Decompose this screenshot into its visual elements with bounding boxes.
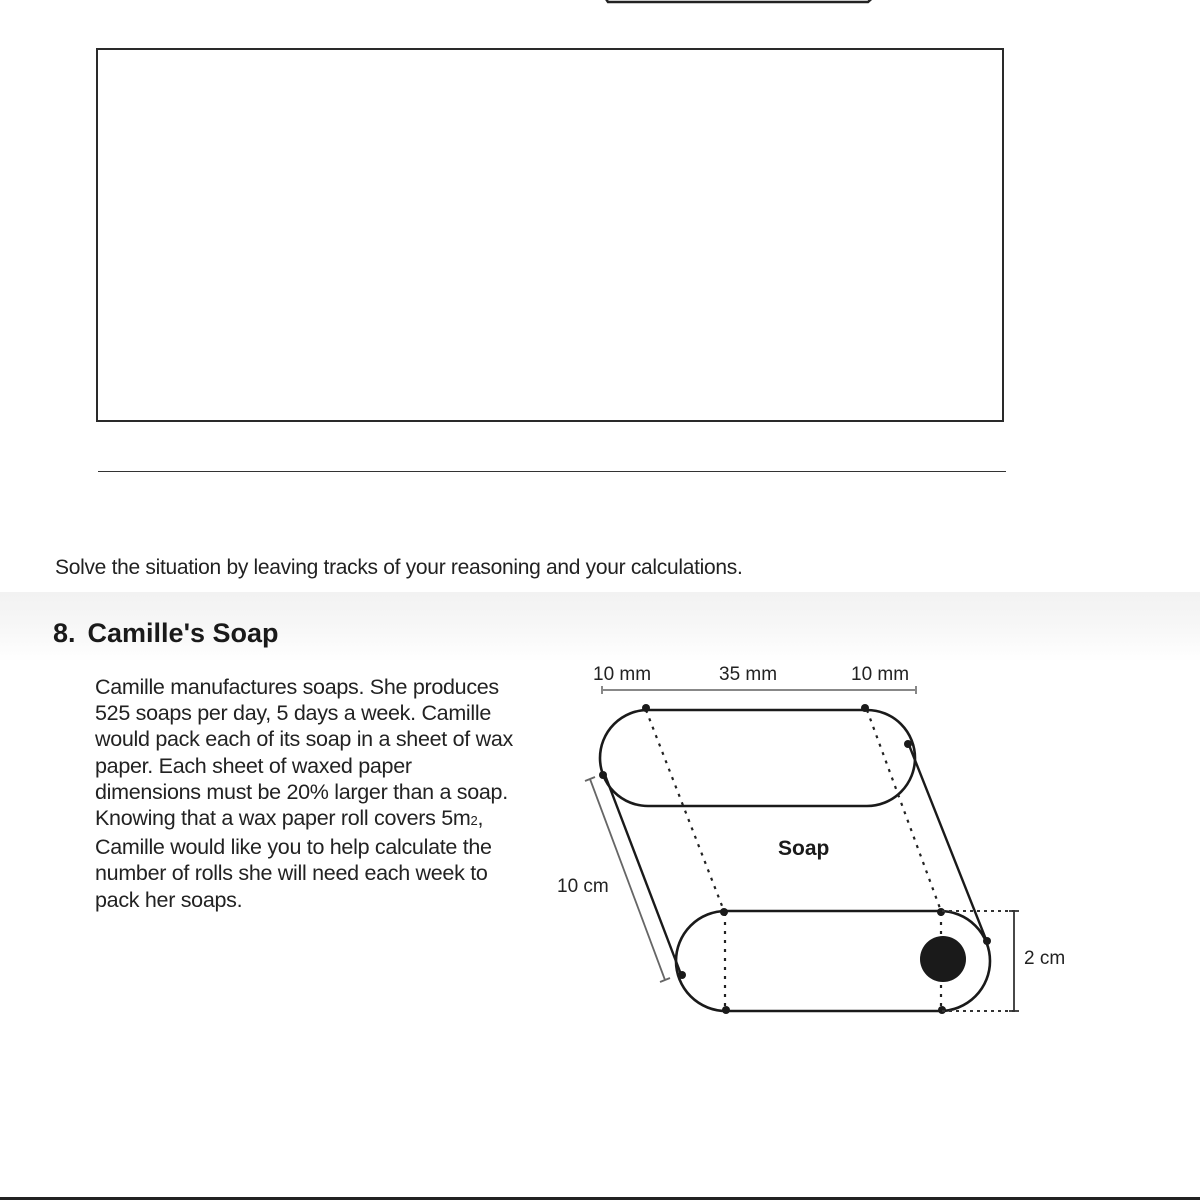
- question-title: [53, 618, 279, 649]
- previous-figure-fragment: [598, 0, 883, 6]
- problem-line: number of rolls she will need each week to: [95, 861, 488, 886]
- problem-statement: [95, 674, 565, 913]
- instruction-text: Solve the situation by leaving tracks of your reasoning and your calculations.: [55, 556, 743, 579]
- top-dimension-line: [602, 686, 916, 694]
- problem-line: Camille would like you to help calculate the: [95, 835, 492, 860]
- problem-line: paper. Each sheet of waxed paper: [95, 753, 412, 778]
- problem-line: dimensions must be 20% larger than a soap.: [95, 779, 508, 804]
- soap-hole: [920, 936, 966, 982]
- fold-lines: [646, 710, 941, 1010]
- dim-right-label: 10 mm: [851, 664, 910, 685]
- answer-box[interactable]: [96, 48, 1004, 422]
- dim-left-label: 10 mm: [593, 664, 652, 685]
- soap-diagram: [540, 650, 1100, 1030]
- problem-line: pack her soaps.: [95, 887, 243, 912]
- soap-label: Soap: [778, 837, 830, 860]
- problem-line-text: Knowing that a wax paper roll covers 5m: [95, 806, 471, 831]
- question-title-text: Camille's Soap: [87, 618, 279, 648]
- dim-middle-label: 35 mm: [719, 664, 778, 685]
- problem-line: Camille manufactures soaps. She produces: [95, 675, 499, 699]
- problem-line: would pack each of its soap in a sheet of wax: [95, 727, 513, 752]
- question-number: 8.: [53, 618, 76, 648]
- comma: ,: [477, 806, 484, 831]
- height-label: 2 cm: [1024, 948, 1066, 969]
- problem-line: [95, 805, 565, 834]
- unit-exponent: 2: [470, 813, 478, 829]
- length-label: 10 cm: [557, 876, 609, 897]
- answer-line[interactable]: [98, 471, 1006, 472]
- problem-line: 525 soaps per day, 5 days a week. Camille: [95, 701, 492, 726]
- top-capsule-outline: [600, 710, 915, 806]
